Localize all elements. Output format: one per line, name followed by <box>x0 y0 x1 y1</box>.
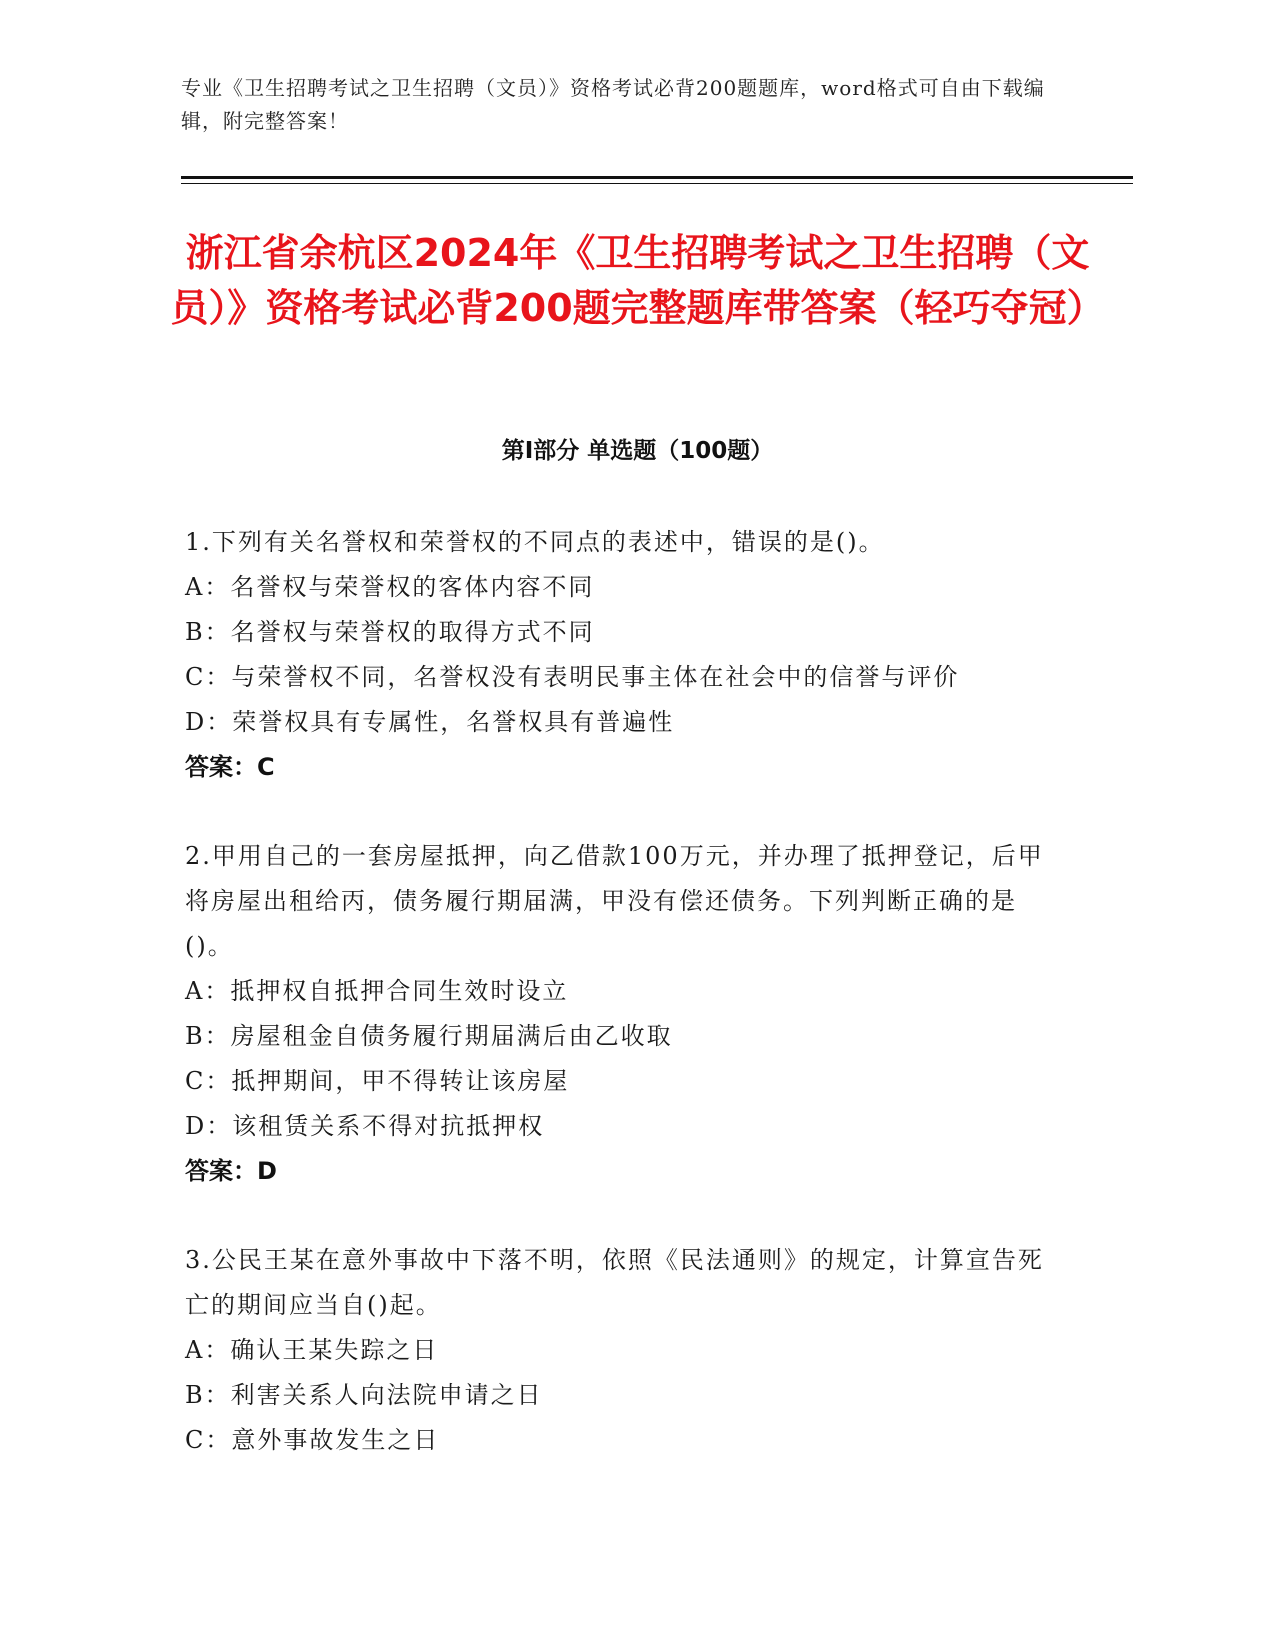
option-b: B：利害关系人向法院申请之日 <box>185 1381 543 1409</box>
question-stem: 3.公民王某在意外事故中下落不明，依照《民法通则》的规定，计算宣告死亡的期间应当自()起。 <box>185 1246 1044 1319</box>
option-a: A：确认王某失踪之日 <box>185 1336 439 1364</box>
section-title: 第Ⅰ部分 单选题（100题） <box>501 438 774 464</box>
option-c: C：与荣誉权不同，名誉权没有表明民事主体在社会中的信誉与评价 <box>185 663 960 691</box>
option-d: D：该租赁关系不得对抗抵押权 <box>185 1112 545 1140</box>
header-divider-thin <box>181 183 1133 184</box>
question-2 <box>185 834 1065 1194</box>
question-list <box>185 520 1065 1507</box>
option-b: B：名誉权与荣誉权的取得方式不同 <box>185 618 595 646</box>
header-divider-thick <box>181 176 1133 179</box>
option-d: D：荣誉权具有专属性，名誉权具有普遍性 <box>185 708 675 736</box>
option-a: A：名誉权与荣誉权的客体内容不同 <box>185 573 595 601</box>
question-stem: 2.甲用自己的一套房屋抵押，向乙借款100万元，并办理了抵押登记，后甲将房屋出租给丙，债务履行期届满，甲没有偿还债务。下列判断正确的是()。 <box>185 842 1044 960</box>
option-a: A：抵押权自抵押合同生效时设立 <box>185 977 569 1005</box>
question-3 <box>185 1238 1065 1463</box>
header-note: 专业《卫生招聘考试之卫生招聘（文员）》资格考试必背200题题库，word格式可自由下载编辑，附完整答案！ <box>181 76 1045 133</box>
answer: 答案：C <box>185 753 275 781</box>
question-1 <box>185 520 1065 790</box>
option-c: C：抵押期间，甲不得转让该房屋 <box>185 1067 570 1095</box>
option-c: C：意外事故发生之日 <box>185 1426 440 1454</box>
option-b: B：房屋租金自债务履行期届满后由乙收取 <box>185 1022 673 1050</box>
document-title: 浙江省余杭区2024年《卫生招聘考试之卫生招聘（文员）》资格考试必背200题完整题库带答案（轻巧夺冠） <box>170 231 1105 330</box>
answer: 答案：D <box>185 1157 277 1185</box>
question-stem: 1.下列有关名誉权和荣誉权的不同点的表述中，错误的是()。 <box>185 528 885 556</box>
